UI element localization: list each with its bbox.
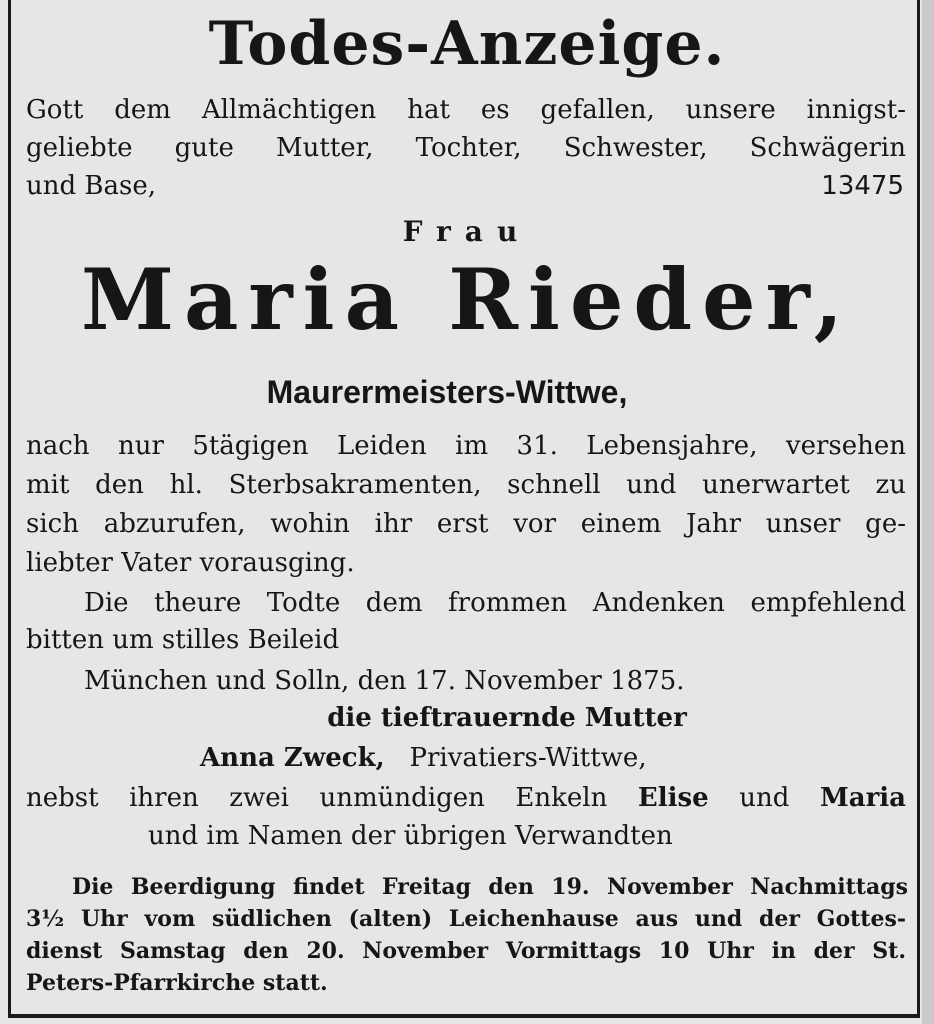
- request-line-1: Die theure Todte dem frommen Andenken empfehlend: [84, 588, 906, 618]
- honorific: Frau: [402, 215, 532, 248]
- funeral-line-1: Die Beerdigung findet Freitag den 19. November Nachmittags: [72, 874, 908, 900]
- deceased-title: Maurermeisters-Wittwe,: [266, 374, 628, 410]
- grandchildren-and: und: [739, 783, 790, 813]
- place-date: München und Solln, den 17. November 1875.: [84, 666, 685, 696]
- request-line-2: bitten um stilles Beileid: [26, 625, 340, 655]
- mourner-title: Privatiers-Wittwe,: [409, 743, 647, 773]
- notice-title: Todes-Anzeige.: [208, 9, 726, 79]
- text-line-1: nach nur 5tägigen Leiden im 31. Lebensjahre, versehen: [26, 431, 906, 461]
- intro-line-3: und Base,: [26, 171, 156, 201]
- adjacent-column-edge: [922, 0, 934, 1024]
- deceased-name: Maria Rieder,: [81, 250, 853, 349]
- ad-number: 13475: [821, 171, 904, 201]
- intro-line-1: Gott dem Allmächtigen hat es gefallen, unsere innigst-: [26, 95, 906, 125]
- mourner-name: Anna Zweck,: [200, 743, 385, 773]
- funeral-line-4: Peters-Pfarrkirche statt.: [26, 970, 328, 996]
- mourner-intro: die tieftrauernde Mutter: [327, 703, 687, 733]
- relatives-line: und im Namen der übrigen Verwandten: [148, 821, 673, 851]
- mourner-line: [200, 740, 647, 776]
- funeral-line-2: 3½ Uhr vom südlichen (alten) Leichenhause aus und der Gottes-: [26, 906, 906, 932]
- grandchild-maria: Maria: [819, 783, 907, 813]
- grandchild-elise: Elise: [637, 783, 709, 813]
- grandchildren-prefix: nebst ihren zwei unmündigen Enkeln: [26, 783, 608, 813]
- text-line-3: sich abzurufen, wohin ihr erst vor einem Jahr unser ge-: [26, 509, 906, 539]
- intro-line-2: geliebte gute Mutter, Tochter, Schwester, Schwägerin: [26, 133, 906, 163]
- text-line-2: mit den hl. Sterbsakramenten, schnell und unerwartet zu: [26, 470, 906, 500]
- funeral-line-3: dienst Samstag den 20. November Vormittags 10 Uhr in der St.: [26, 938, 906, 964]
- grandchildren-line: [26, 780, 906, 816]
- text-line-4: liebter Vater vorausging.: [26, 548, 355, 578]
